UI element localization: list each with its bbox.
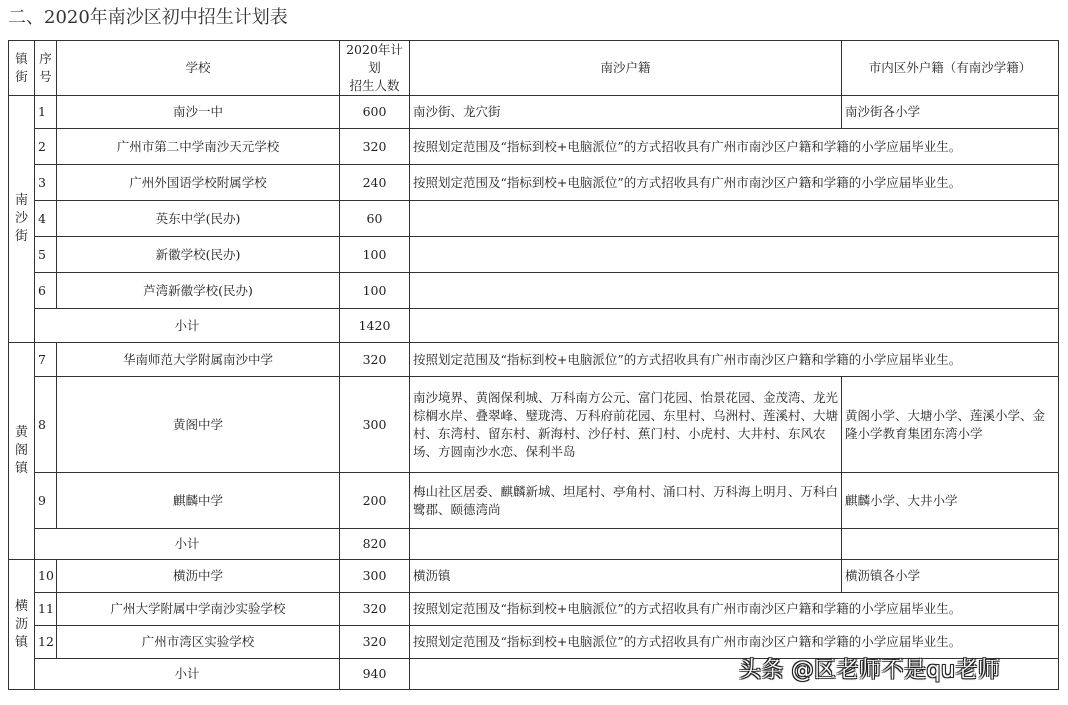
school-name: 广州大学附属中学南沙实验学校 [57, 593, 340, 626]
header-plan: 2020年计划 招生人数 [340, 41, 410, 96]
school-name: 广州外国语学校附属学校 [57, 165, 340, 201]
row-no: 2 [35, 129, 57, 165]
table-row [9, 273, 1059, 309]
table-row [9, 560, 1059, 593]
subtotal-value: 940 [340, 659, 410, 690]
local-scope: 南沙街、龙穴街 [410, 96, 842, 129]
plan-count: 320 [340, 343, 410, 377]
town-cell: 横 沥 镇 [9, 560, 35, 690]
row-no: 6 [35, 273, 57, 309]
school-name: 新徽学校(民办) [57, 237, 340, 273]
subtotal-row [9, 309, 1059, 343]
header-row [9, 41, 1059, 96]
empty-cell [410, 309, 1059, 343]
empty-cell [410, 201, 1059, 237]
subtotal-row [9, 529, 1059, 560]
table-row [9, 473, 1059, 529]
school-name: 华南师范大学附属南沙中学 [57, 343, 340, 377]
policy-text: 按照划定范围及“指标到校+电脑派位”的方式招收具有广州市南沙区户籍和学籍的小学应届毕业生。 [410, 129, 1059, 165]
subtotal-label: 小计 [35, 309, 340, 343]
subtotal-value: 1420 [340, 309, 410, 343]
table-row [9, 165, 1059, 201]
plan-count: 60 [340, 201, 410, 237]
empty-cell [842, 529, 1059, 560]
table-row [9, 237, 1059, 273]
town-cell: 南 沙 街 [9, 96, 35, 343]
other-scope: 黄阁小学、大塘小学、莲溪小学、金隆小学教育集团东湾小学 [842, 377, 1059, 473]
row-no: 8 [35, 377, 57, 473]
policy-text: 按照划定范围及“指标到校+电脑派位”的方式招收具有广州市南沙区户籍和学籍的小学应届毕业生。 [410, 165, 1059, 201]
row-no: 10 [35, 560, 57, 593]
town-cell: 黄 阁 镇 [9, 343, 35, 560]
enrollment-plan-table [8, 40, 1059, 690]
local-scope: 横沥镇 [410, 560, 842, 593]
policy-text: 按照划定范围及“指标到校+电脑派位”的方式招收具有广州市南沙区户籍和学籍的小学应届毕业生。 [410, 343, 1059, 377]
header-no: 序 号 [35, 41, 57, 96]
table-row [9, 129, 1059, 165]
empty-cell [410, 529, 842, 560]
row-no: 7 [35, 343, 57, 377]
subtotal-label: 小计 [35, 529, 340, 560]
local-scope: 南沙境界、黄阁保利城、万科南方公元、富门花园、怡景花园、金茂湾、龙光棕榈水岸、叠翠峰、璧珑湾、万科府前花园、东里村、乌洲村、莲溪村、大塘村、东湾村、留东村、新海村、沙仔村、蕉门村、小虎村、大井村、东风农场、方圆南沙水恋、保利半岛 [410, 377, 842, 473]
local-scope: 梅山社区居委、麒麟新城、坦尾村、亭角村、涌口村、万科海上明月、万科白鹭郡、颐德湾尚 [410, 473, 842, 529]
plan-count: 200 [340, 473, 410, 529]
row-no: 9 [35, 473, 57, 529]
plan-count: 320 [340, 129, 410, 165]
header-town: 镇 街 [9, 41, 35, 96]
school-name: 麒麟中学 [57, 473, 340, 529]
row-no: 3 [35, 165, 57, 201]
subtotal-value: 820 [340, 529, 410, 560]
school-name: 横沥中学 [57, 560, 340, 593]
header-other-hukou: 市内区外户籍（有南沙学籍） [842, 41, 1059, 96]
table-row [9, 593, 1059, 626]
plan-count: 240 [340, 165, 410, 201]
plan-count: 320 [340, 626, 410, 659]
row-no: 4 [35, 201, 57, 237]
empty-cell [410, 237, 1059, 273]
header-local-hukou: 南沙户籍 [410, 41, 842, 96]
school-name: 广州市第二中学南沙天元学校 [57, 129, 340, 165]
row-no: 12 [35, 626, 57, 659]
plan-count: 300 [340, 560, 410, 593]
school-name: 南沙一中 [57, 96, 340, 129]
policy-text: 按照划定范围及“指标到校+电脑派位”的方式招收具有广州市南沙区户籍和学籍的小学应届毕业生。 [410, 593, 1059, 626]
table-row [9, 201, 1059, 237]
row-no: 11 [35, 593, 57, 626]
table-row [9, 343, 1059, 377]
plan-count: 600 [340, 96, 410, 129]
page-title: 二、2020年南沙区初中招生计划表 [8, 7, 288, 28]
header-school: 学校 [57, 41, 340, 96]
table-row [9, 377, 1059, 473]
row-no: 5 [35, 237, 57, 273]
other-scope: 麒麟小学、大井小学 [842, 473, 1059, 529]
other-scope: 横沥镇各小学 [842, 560, 1059, 593]
empty-cell [410, 273, 1059, 309]
plan-count: 100 [340, 237, 410, 273]
watermark-text: 头条 @区老师不是qu老师 [739, 658, 1001, 683]
subtotal-label: 小计 [35, 659, 340, 690]
school-name: 广州市湾区实验学校 [57, 626, 340, 659]
other-scope: 南沙街各小学 [842, 96, 1059, 129]
plan-count: 320 [340, 593, 410, 626]
plan-count: 300 [340, 377, 410, 473]
school-name: 英东中学(民办) [57, 201, 340, 237]
row-no: 1 [35, 96, 57, 129]
school-name: 黄阁中学 [57, 377, 340, 473]
policy-text: 按照划定范围及“指标到校+电脑派位”的方式招收具有广州市南沙区户籍和学籍的小学应届毕业生。 [410, 626, 1059, 659]
school-name: 芦湾新徽学校(民办) [57, 273, 340, 309]
table-row [9, 96, 1059, 129]
plan-count: 100 [340, 273, 410, 309]
